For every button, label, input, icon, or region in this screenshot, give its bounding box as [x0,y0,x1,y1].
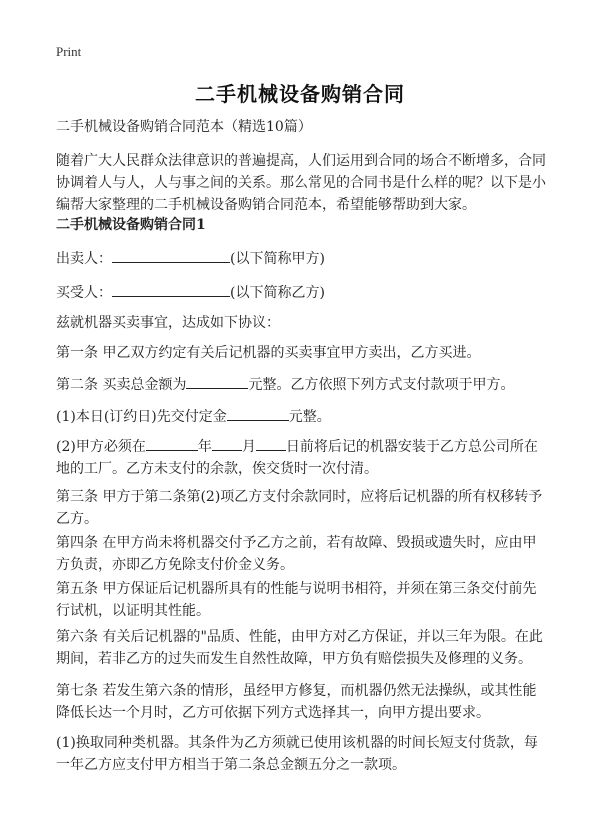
clause-4: 第四条 在甲方尚未将机器交付予乙方之前，若有故障、毁损或遗失时，应由甲方负责，亦即乙方免除支付价金义务。 [56,535,537,573]
document-title: 二手机械设备购销合同 [195,82,405,106]
deposit-blank [227,404,289,421]
item-2-suffix: 日前将后记的机器安装于乙方总公司所在地的工厂。乙方未支付的余款，俟交货时一次付清。 [56,439,538,477]
seller-suffix: (以下简称甲方) [230,251,325,267]
clause-2 [56,372,546,396]
month-label: 月 [241,439,256,455]
year-label: 年 [197,439,212,455]
document-subtitle: 二手机械设备购销合同范本（精选10篇） [56,119,312,135]
item-1-suffix: 元整。 [288,409,331,425]
buyer-label: 买受人： [56,285,112,301]
item-1-prefix: (1)本日(订约日)先交付定金 [56,409,227,425]
clause-5: 第五条 甲方保证后记机器所具有的性能与说明书相符，并须在第三条交付前先行试机，以证明其性能。 [56,581,537,619]
seller-label: 出卖人： [56,251,112,267]
print-link[interactable]: Print [56,44,82,59]
total-amount-blank [186,372,248,389]
seller-line [56,246,546,270]
clause-6: 第六条 有关后记机器的"品质、性能，由甲方对乙方保证，并以三年为限。在此期间，若非乙方的过失而发生自然性故障，甲方负有赔偿损失及修理的义务。 [56,629,543,667]
clause-7-item-1: (1)换取同种类机器。其条件为乙方须就已使用该机器的时间长短支付货款，每一年乙方应支付甲方相当于第二条总金额五分之一款项。 [56,735,538,773]
clause-2-suffix: 元整。乙方依照下列方式支付款项于甲方。 [248,377,515,393]
day-blank [256,434,286,451]
clause-2-item-1 [56,404,546,428]
item-2-prefix: (2)甲方必须在 [56,439,146,455]
clause-2-prefix: 第二条 买卖总金额为 [56,377,187,393]
buyer-suffix: (以下简称乙方) [230,285,325,301]
section-heading: 二手机械设备购销合同1 [56,217,206,233]
buyer-line [56,280,546,304]
seller-blank [112,246,230,263]
clause-7: 第七条 若发生第六条的情形，虽经甲方修复，而机器仍然无法操纵，或其性能降低长达一个月时，乙方可依据下列方式选择其一，向甲方提出要求。 [56,683,537,721]
year-blank [146,434,198,451]
agreement-line: 兹就机器买卖事宜，达成如下协议： [56,315,280,331]
intro-paragraph: 随着广大人民群众法律意识的普遍提高，人们运用到合同的场合不断增多，合同协调着人与人，人与事之间的关系。那么常见的合同书是什么样的呢？以下是小编帮大家整理的二手机械设备购销合同范本，希望能够帮助到大家。 [56,153,546,213]
clause-2-item-2 [56,434,546,480]
month-blank [212,434,242,451]
clause-1: 第一条 甲乙双方约定有关后记机器的买卖事宜甲方卖出，乙方买进。 [56,345,481,361]
clause-3: 第三条 甲方于第二条第(2)项乙方支付余款同时，应将后记机器的所有权移转予乙方。 [56,489,543,527]
buyer-blank [112,280,230,297]
